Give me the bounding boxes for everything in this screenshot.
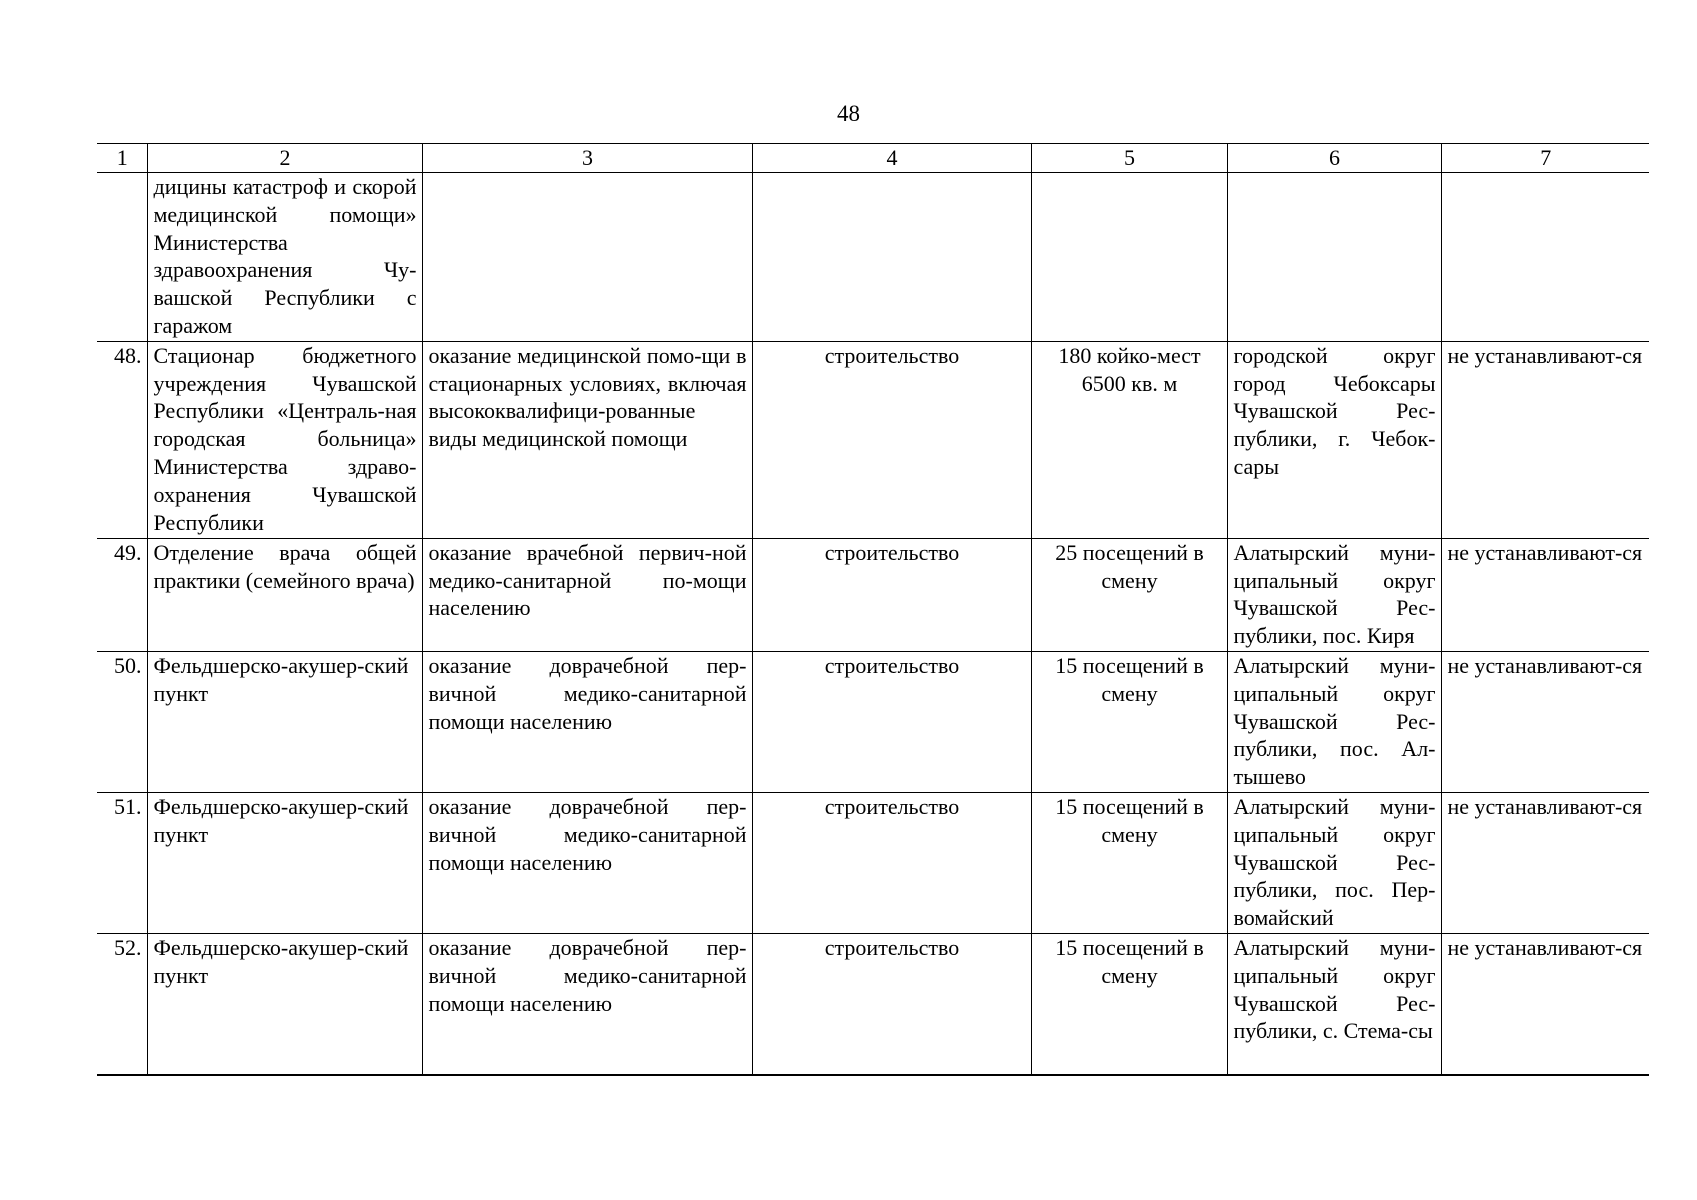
- object-name: Фельдшерско-акушер-ский пункт: [147, 651, 422, 792]
- object-zones: [1441, 173, 1649, 342]
- row-number: 48.: [97, 341, 147, 538]
- table-row: [97, 792, 1649, 933]
- object-location: Алатырский муни-ципальный округ Чувашской Рес-публики, пос. Ал-тышево: [1227, 651, 1441, 792]
- column-header-5: 5: [1031, 144, 1227, 173]
- row-number: 50.: [97, 651, 147, 792]
- object-zones: не устанавливают-ся: [1441, 792, 1649, 933]
- object-zones: не устанавливают-ся: [1441, 933, 1649, 1075]
- object-type: строительство: [752, 792, 1031, 933]
- column-header-2: 2: [147, 144, 422, 173]
- object-zones: не устанавливают-ся: [1441, 341, 1649, 538]
- object-location: Алатырский муни-ципальный округ Чувашской Рес-публики, пос. Пер-вомайский: [1227, 792, 1441, 933]
- object-capacity: [1031, 173, 1227, 342]
- table-row: [97, 933, 1649, 1075]
- object-purpose: оказание доврачебной пер-вичной медико-санитарной помощи населению: [422, 933, 752, 1075]
- object-purpose: оказание медицинской помо-щи в стационарных условиях, включая высококвалифици-рованные виды медицинской помощи: [422, 341, 752, 538]
- object-location: [1227, 173, 1441, 342]
- object-type: [752, 173, 1031, 342]
- column-header-1: 1: [97, 144, 147, 173]
- column-header-4: 4: [752, 144, 1031, 173]
- column-header-6: 6: [1227, 144, 1441, 173]
- object-name: Отделение врача общей практики (семейного врача): [147, 538, 422, 651]
- object-purpose: [422, 173, 752, 342]
- object-capacity: 15 посещений в смену: [1031, 792, 1227, 933]
- object-purpose: оказание доврачебной пер-вичной медико-санитарной помощи населению: [422, 651, 752, 792]
- object-capacity: 25 посещений в смену: [1031, 538, 1227, 651]
- column-number-row: [97, 144, 1649, 173]
- object-location: Алатырский муни-ципальный округ Чувашской Рес-публики, пос. Киря: [1227, 538, 1441, 651]
- object-type: строительство: [752, 651, 1031, 792]
- object-zones: не устанавливают-ся: [1441, 538, 1649, 651]
- table-row: [97, 651, 1649, 792]
- page-number: 48: [837, 101, 860, 126]
- row-number: 52.: [97, 933, 147, 1075]
- object-capacity: 15 посещений в смену: [1031, 933, 1227, 1075]
- object-type: строительство: [752, 538, 1031, 651]
- table-row: [97, 341, 1649, 538]
- object-type: строительство: [752, 341, 1031, 538]
- column-header-3: 3: [422, 144, 752, 173]
- row-number: 51.: [97, 792, 147, 933]
- object-capacity: 180 койко-мест 6500 кв. м: [1031, 341, 1227, 538]
- row-number: [97, 173, 147, 342]
- table-row-continuation: [97, 173, 1649, 342]
- object-name: Фельдшерско-акушер-ский пункт: [147, 933, 422, 1075]
- object-name: дицины катастроф и скорой медицинской помощи» Министерства здравоохранения Чу-вашской Республики с гаражом: [147, 173, 422, 342]
- object-name: Фельдшерско-акушер-ский пункт: [147, 792, 422, 933]
- row-number: 49.: [97, 538, 147, 651]
- object-location: Алатырский муни-ципальный округ Чувашской Рес-публики, с. Стема-сы: [1227, 933, 1441, 1075]
- table-row: [97, 538, 1649, 651]
- object-zones: не устанавливают-ся: [1441, 651, 1649, 792]
- object-purpose: оказание врачебной первич-ной медико-санитарной по-мощи населению: [422, 538, 752, 651]
- object-location: городской округ город Чебоксары Чувашской Рес-публики, г. Чебок-сары: [1227, 341, 1441, 538]
- object-capacity: 15 посещений в смену: [1031, 651, 1227, 792]
- objects-table: [97, 143, 1649, 1076]
- column-header-7: 7: [1441, 144, 1649, 173]
- object-type: строительство: [752, 933, 1031, 1075]
- object-name: Стационар бюджетного учреждения Чувашской Республики «Централь-ная городская больница» Министерства здраво-охранения Чувашской Республики: [147, 341, 422, 538]
- object-purpose: оказание доврачебной пер-вичной медико-санитарной помощи населению: [422, 792, 752, 933]
